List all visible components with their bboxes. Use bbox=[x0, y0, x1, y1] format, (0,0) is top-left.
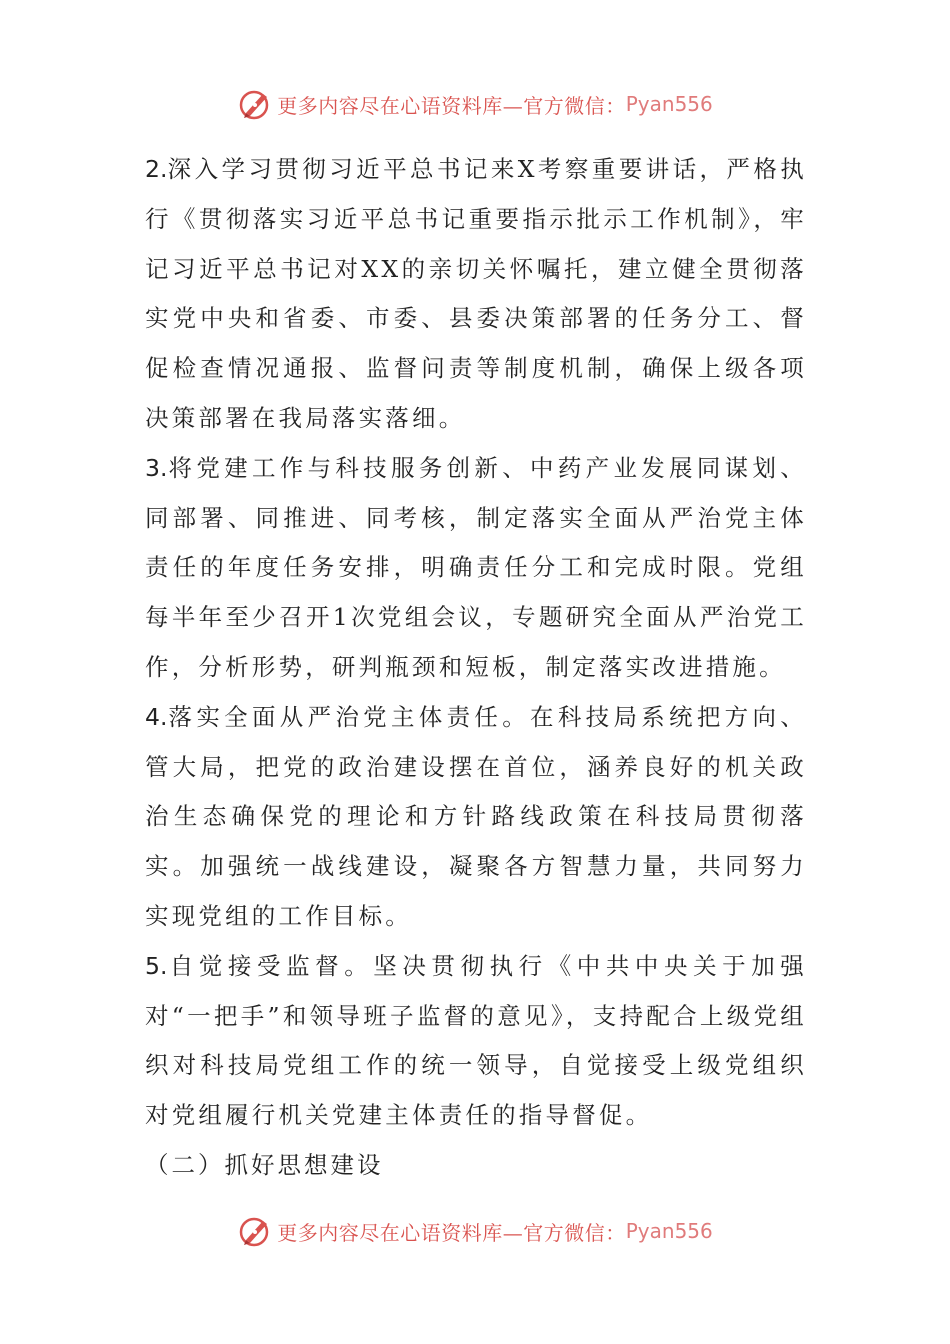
paragraph-text: 自觉接受监督。坚决贯彻执行《中共中央关于加强对“一把手”和领导班子监督的意见》，支持配合上级党组织对科技局党组工作的统一领导，自觉接受上级党组织对党组履行机关党建主体责任的指导督促。 bbox=[145, 951, 807, 1130]
paragraph-2 bbox=[145, 145, 807, 444]
paragraph-3 bbox=[145, 444, 807, 693]
document-body bbox=[145, 145, 807, 1191]
paragraph-number: 5. bbox=[145, 951, 168, 980]
paragraph-4 bbox=[145, 693, 807, 942]
watermark-banner-bottom bbox=[0, 1209, 950, 1253]
watermark-wechat-id: Pyan556 bbox=[625, 1219, 713, 1243]
paragraph-number: 4. bbox=[145, 702, 168, 731]
pen-logo-icon bbox=[237, 86, 273, 122]
paragraph-text: 深入学习贯彻习近平总书记来X考察重要讲话，严格执行《贯彻落实习近平总书记重要指示批示工作机制》，牢记习近平总书记对XX的亲切关怀嘱托，建立健全贯彻落实党中央和省委、市委、县委决策部署的任务分工、督促检查情况通报、监督问责等制度机制，确保上级各项决策部署在我局落实落细。 bbox=[145, 155, 807, 432]
watermark-text: 更多内容尽在心语资料库—官方微信： bbox=[277, 1220, 626, 1245]
watermark-wechat-id: Pyan556 bbox=[625, 92, 713, 116]
paragraph-text: 将党建工作与科技服务创新、中药产业发展同谋划、同部署、同推进、同考核，制定落实全面从严治党主体责任的年度任务安排，明确责任分工和完成时限。党组每半年至少召开1次党组会议，专题研究全面从严治党工作，分析形势，研判瓶颈和短板，制定落实改进措施。 bbox=[145, 453, 807, 681]
watermark-banner-top bbox=[0, 82, 950, 126]
paragraph-5 bbox=[145, 942, 807, 1141]
paragraph-text: 落实全面从严治党主体责任。在科技局系统把方向、管大局，把党的政治建设摆在首位，涵养良好的机关政治生态确保党的理论和方针路线政策在科技局贯彻落实。加强统一战线建设，凝聚各方智慧力量，共同努力实现党组的工作目标。 bbox=[145, 702, 807, 930]
section-heading: （二）抓好思想建设 bbox=[145, 1150, 384, 1179]
paragraph-number: 2. bbox=[145, 155, 168, 183]
pen-logo-icon bbox=[237, 1213, 273, 1249]
paragraph-number: 3. bbox=[145, 453, 168, 482]
watermark-text: 更多内容尽在心语资料库—官方微信： bbox=[277, 93, 626, 118]
